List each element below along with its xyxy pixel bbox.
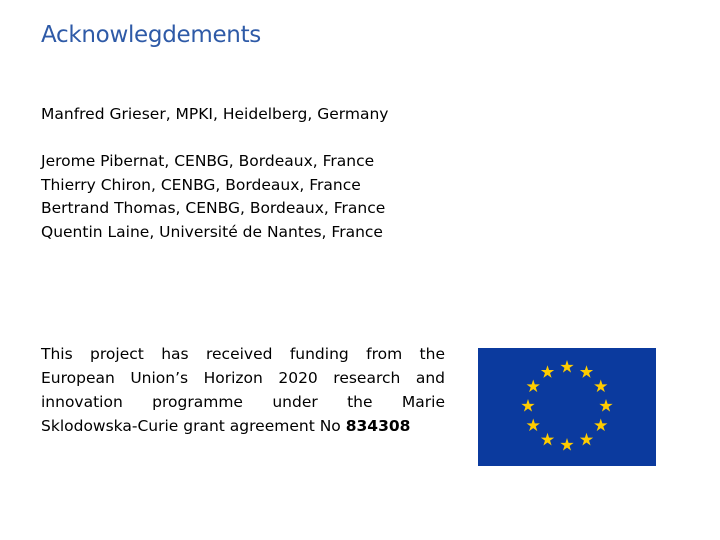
contributor-line: Jerome Pibernat, CENBG, Bordeaux, France: [41, 152, 375, 170]
star-icon: [541, 365, 554, 378]
funding-statement: [41, 342, 445, 438]
star-icon: [560, 438, 573, 451]
agreement-number: 834308: [345, 417, 411, 435]
page-title: Acknowlegdements: [41, 22, 261, 48]
contributor-line: Manfred Grieser, MPKI, Heidelberg, Germany: [41, 105, 389, 123]
funding-text: This project has received funding from the European Union’s Horizon 2020 research and innovation programme under the Marie Sklodowska-Curie grant agreement No: [41, 345, 445, 435]
star-icon: [521, 399, 534, 412]
star-icon: [599, 399, 612, 412]
eu-flag-stars: [478, 348, 656, 466]
contributor-line: Bertrand Thomas, CENBG, Bordeaux, France: [41, 199, 386, 217]
contributor-line: Thierry Chiron, CENBG, Bordeaux, France: [41, 175, 361, 194]
star-icon: [527, 380, 540, 393]
contributors: [41, 103, 388, 244]
contributor-line: Quentin Laine, Université de Nantes, France: [41, 222, 383, 241]
star-icon: [580, 433, 593, 446]
star-icon: [527, 419, 540, 432]
eu-flag: [478, 348, 656, 466]
star-icon: [580, 365, 593, 378]
star-icon: [541, 433, 554, 446]
spacer: [41, 127, 388, 151]
star-icon: [594, 380, 607, 393]
star-icon: [560, 360, 573, 373]
star-icon: [594, 419, 607, 432]
